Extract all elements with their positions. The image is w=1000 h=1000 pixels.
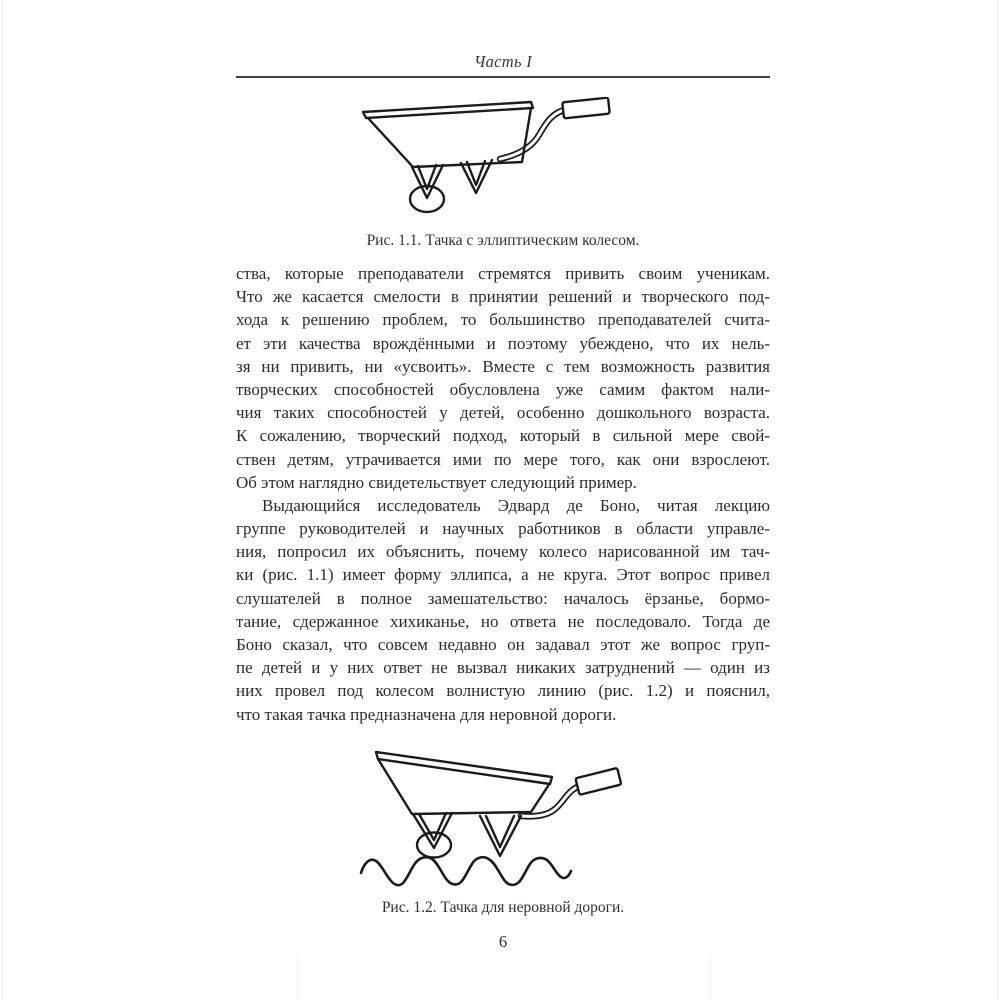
body-text-line: ства, которые преподаватели стремятся привить своим ученикам.	[236, 264, 770, 283]
body-text-line: что такая тачка предназначена для неровной дороги.	[236, 704, 617, 724]
page-number: 6	[498, 931, 508, 951]
wheelbarrow-wavy-road-drawing	[350, 744, 622, 890]
tray-body	[378, 759, 550, 814]
body-text-line: творческих способностей обусловлена уже самим фактом нали-	[236, 379, 770, 399]
figure-caption: Рис. 1.1. Тачка с эллиптическим колесом.	[366, 232, 640, 249]
page-right-edge	[997, 0, 998, 1000]
body-text-line: Об этом наглядно свидетельствует следующий пример.	[236, 472, 637, 492]
right-leg	[480, 816, 521, 856]
body-text-line: ния, попросил их объяснить, почему колесо нарисованной им тач-	[236, 542, 770, 562]
body-text-line: зя ни привить, ни «усвоить». Вместе с тем возможность развития	[236, 356, 770, 376]
tray-rim	[363, 102, 533, 118]
figure-1-2	[236, 744, 770, 890]
handle-shaft-inner	[500, 109, 568, 159]
handle-grip	[562, 98, 609, 119]
right-leg-inner	[486, 816, 514, 847]
text-column	[236, 0, 770, 952]
wavy-road-line	[361, 857, 571, 885]
wheelbarrow-elliptical-wheel-drawing	[360, 97, 616, 223]
body-text-line: группе руководителей и научных работников в области управле-	[236, 519, 770, 539]
page-edge-shadow	[297, 958, 298, 1000]
handle-grip	[575, 768, 621, 795]
handle-shaft	[500, 109, 568, 159]
body-text-line: ки (рис. 1.1) имеет форму эллипса, а не круга. Этот вопрос привел	[236, 565, 770, 585]
wheel	[417, 832, 451, 857]
body-text-line: Что же касается смелости в принятии решений и творческого под-	[236, 287, 770, 307]
body-text-line: Выдающийся исследователь Эдвард де Боно, читая лекцию	[262, 495, 770, 515]
body-text-line: Боно сказал, что совсем недавно он задавал этот же вопрос груп-	[236, 635, 770, 654]
body-text-line: тание, сдержанное хихиканье, но ответа не последовало. Тогда де	[236, 611, 770, 631]
body-text-line: слушателей в полное замешательство: началось ёрзанье, бормо-	[236, 588, 770, 608]
body-text-line: К сожалению, творческий подход, который в сильной мере свой-	[236, 426, 770, 446]
page-edge-shadow	[710, 958, 711, 1000]
tray-rim	[376, 752, 552, 784]
figure-1-1	[236, 97, 770, 223]
body-text-line: них провел под колесом волнистую линию (рис. 1.2) и пояснил,	[236, 681, 770, 701]
body-text-line: ствен детям, утрачивается ими по мере того, как они взрослеют.	[236, 449, 770, 469]
body-text-line: ет эти качества врождёнными и поэтому убеждено, что их нель-	[236, 333, 770, 353]
body-text-line: чия таких способностей у детей, особенно дошкольного возраста.	[236, 403, 770, 423]
header-rule	[236, 76, 770, 78]
part-header: Часть I	[473, 52, 533, 71]
figure-caption: Рис. 1.2. Тачка для неровной дороги.	[381, 898, 625, 916]
page-left-edge	[2, 0, 3, 1000]
body-text	[236, 262, 770, 726]
body-text-line: пе детей и у них ответ не вызвал никаких затруднений — один из	[236, 658, 770, 678]
body-text-line: хода к решению проблем, то большинство преподавателей счита-	[236, 310, 770, 330]
